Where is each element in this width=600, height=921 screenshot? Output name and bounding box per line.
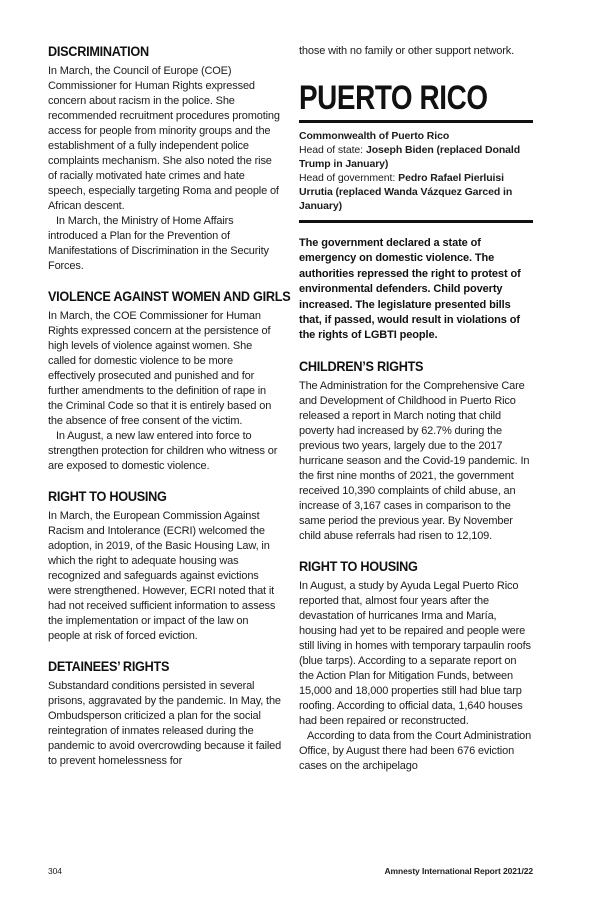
section-heading-discrimination: DISCRIMINATION [48,44,149,59]
continuation-paragraph: those with no family or other support network. [299,45,515,57]
page-footer [48,866,533,876]
paragraph: Substandard conditions persisted in several prisons, aggravated by the pandemic. In May, the Ombudsperson criticized a plan for the social reintegration of inmates released during the pandemic to avoid overcrowding because it failed to prevent homelessness for [48,680,282,767]
section-heading-right-to-housing-left: RIGHT TO HOUSING [48,489,167,504]
country-info-block [299,129,533,213]
paragraph: The Administration for the Comprehensive Care and Development of Childhood in Puerto Rico released a report in March noting that child poverty had increased by 62.7% during the previous two years, largely due to the 2017 hurricane season and the Covid-19 pandemic. In the first nine months of 2021, the government received 10,390 complaints of child abuse, an increase of 3,167 cases in comparison to the same period the previous year. By November child abuse referrals had risen to 12,109. [299,379,530,542]
divider-rule-bottom [299,220,533,223]
paragraph: In August, a new law entered into force to strengthen protection for children who witness or are exposed to domestic violence. [48,430,278,472]
head-of-state-line [299,143,533,171]
paragraph: In March, the European Commission Against Racism and Intolerance (ECRI) welcomed the adoption, in 2019, of the Basic Housing Law, in which the right to adequate housing was recognized and safeguards against evictions were strengthened. However, ECRI noted that it had not received sufficient information to assess the implementation or impact of the law on people at risk of forced eviction. [48,510,276,642]
country-subtitle: Commonwealth of Puerto Rico [299,130,450,142]
section-heading-right-to-housing-right: RIGHT TO HOUSING [299,558,418,574]
paragraph: In August, a study by Ayuda Legal Puerto Rico reported that, almost four years after the devastation of hurricanes Irma and María, housing had yet to be repaired and people were still living in homes with temporary tarpaulin roofs (blue tarps). According to a separate report on the Action Plan for Mitigation Funds, between 15,000 and 18,000 properties still had blue tarp roofing. According to official data, 1,640 houses had been repaired or reconstructed. [299,579,531,727]
footer-page-number: 304 [48,866,62,876]
paragraph: In March, the Ministry of Home Affairs introduced a Plan for the Prevention of Manifestations of Discrimination in the Security Forces. [48,215,269,272]
section-heading-childrens-rights: CHILDREN’S RIGHTS [299,358,424,374]
paragraph: In March, the Council of Europe (COE) Commissioner for Human Rights expressed concern about racism in the police. She recommended recruitment procedures promoting access for people from minority groups and the establishment of a fully independent police complaints mechanism. She also noted the rise of racially motivated hate crimes and hate speech, especially targeting Roma and people of African descent. [48,65,280,212]
column-left [48,44,291,769]
head-of-state-value: Joseph Biden (replaced Donald Trump in January) [299,144,521,170]
divider-rule-top [299,120,533,123]
paragraph: In March, the COE Commissioner for Human Rights expressed concern at the persistence of high levels of violence against women. She called for domestic violence to be more effectively prosecuted and punished and for further amendments to the definition of rape in the Criminal Code so that it is entirely based on the absence of free consent of the victim. [48,310,272,427]
column-right [299,44,533,774]
footer-report-title: Amnesty International Report 2021/22 [384,866,533,876]
section-heading-detainees-rights: DETAINEES’ RIGHTS [48,659,170,674]
country-summary: The government declared a state of emergency on domestic violence. The authorities repressed the right to protest of environmental defenders. Child poverty increased. The legislature presented bills that, if passed, would result in violations of the rights of LGBTI people. [299,237,521,342]
section-heading-violence-against-women: VIOLENCE AGAINST WOMEN AND GIRLS [48,289,291,304]
country-title: PUERTO RICO [299,79,488,117]
paragraph: According to data from the Court Administration Office, by August there had been 676 eviction cases on the archipelago [299,729,532,772]
head-of-state-label: Head of state: [299,144,363,156]
head-of-government-value: Pedro Rafael Pierluisi Urrutia (replaced Wanda Vázquez Garced in January) [299,172,513,212]
head-of-government-label: Head of government: [299,172,396,184]
head-of-government-line [299,171,533,213]
